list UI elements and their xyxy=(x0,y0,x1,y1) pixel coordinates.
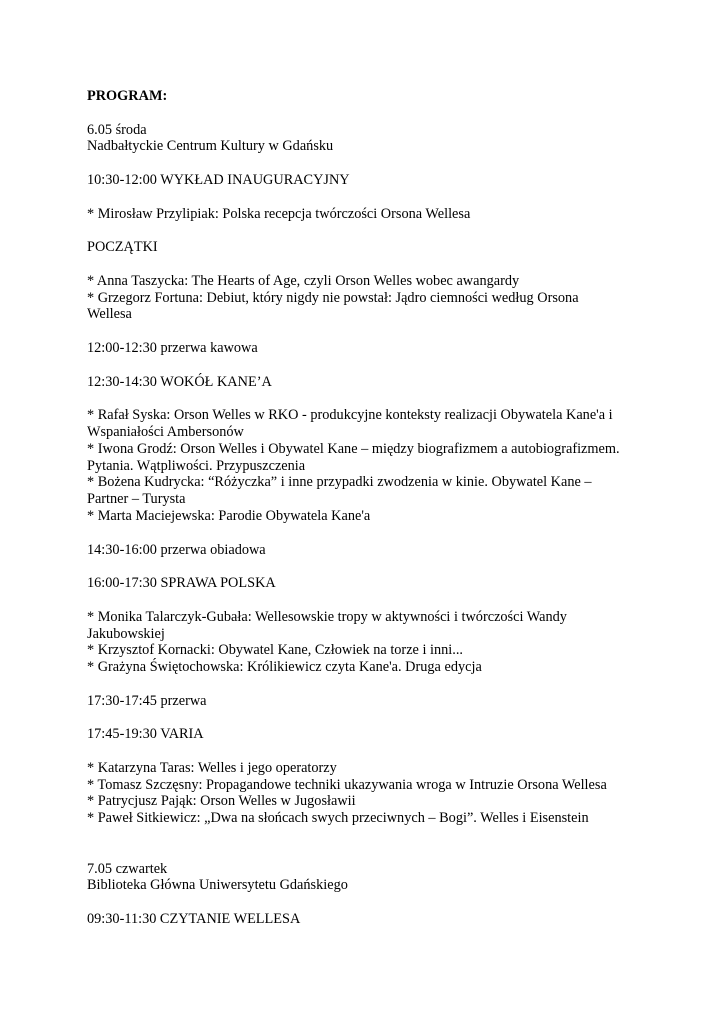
break-entry: 17:30-17:45 przerwa xyxy=(87,692,207,709)
list-item: * Patrycjusz Pająk: Orson Welles w Jugosławii xyxy=(87,793,356,810)
break-entry: 12:00-12:30 przerwa kawowa xyxy=(87,339,258,356)
list-item: * Krzysztof Kornacki: Obywatel Kane, Człowiek na torze i inni... xyxy=(87,642,463,659)
list-item-continuation: Wspaniałości Ambersonów xyxy=(87,423,244,440)
program-heading: PROGRAM: xyxy=(87,88,168,104)
list-item: * Tomasz Szczęsny: Propagandowe techniki ukazywania wroga w Intruzie Orsona Wellesa xyxy=(87,776,607,793)
list-item: * Mirosław Przylipiak: Polska recepcja twórczości Orsona Wellesa xyxy=(87,205,471,222)
session-title: 17:45-19:30 VARIA xyxy=(87,726,204,743)
list-item: * Grzegorz Fortuna: Debiut, który nigdy nie powstał: Jądro ciemności według Orsona xyxy=(87,289,579,306)
day2-date: 7.05 czwartek xyxy=(87,860,168,877)
list-item: * Bożena Kudrycka: “Różyczka” i inne przypadki zwodzenia w kinie. Obywatel Kane – xyxy=(87,474,592,491)
day2-venue: Biblioteka Główna Uniwersytetu Gdańskiego xyxy=(87,877,348,894)
list-item-continuation: Jakubowskiej xyxy=(87,625,165,642)
list-item-continuation: Pytania. Wątpliwości. Przypuszczenia xyxy=(87,457,306,474)
session-title: 16:00-17:30 SPRAWA POLSKA xyxy=(87,575,276,592)
list-item: * Grażyna Świętochowska: Królikiewicz czyta Kane'a. Druga edycja xyxy=(87,659,482,676)
list-item-continuation: Wellesa xyxy=(87,306,132,323)
list-item-continuation: Partner – Turysta xyxy=(87,491,186,508)
session-title: 09:30-11:30 CZYTANIE WELLESA xyxy=(87,911,301,928)
day1-date: 6.05 środa xyxy=(87,121,147,138)
break-entry: 14:30-16:00 przerwa obiadowa xyxy=(87,541,266,558)
list-item: * Iwona Grodź: Orson Welles i Obywatel Kane – między biografizmem a autobiografizmem. xyxy=(87,440,620,457)
session-title: 10:30-12:00 WYKŁAD INAUGURACYJNY xyxy=(87,171,350,188)
day1-venue: Nadbałtyckie Centrum Kultury w Gdańsku xyxy=(87,138,334,155)
document-page xyxy=(87,88,687,928)
session-title: POCZĄTKI xyxy=(87,239,158,256)
list-item: * Rafał Syska: Orson Welles w RKO - produkcyjne konteksty realizacji Obywatela Kane'a i xyxy=(87,407,613,424)
list-item: * Monika Talarczyk-Gubała: Wellesowskie tropy w aktywności i twórczości Wandy xyxy=(87,608,567,625)
list-item: * Paweł Sitkiewicz: „Dwa na słońcach swych przeciwnych – Bogi”. Welles i Eisenstein xyxy=(87,810,589,827)
session-title: 12:30-14:30 WOKÓŁ KANE’A xyxy=(87,373,272,390)
list-item: * Katarzyna Taras: Welles i jego operatorzy xyxy=(87,759,337,776)
list-item: * Anna Taszycka: The Hearts of Age, czyli Orson Welles wobec awangardy xyxy=(87,272,520,289)
list-item: * Marta Maciejewska: Parodie Obywatela Kane'a xyxy=(87,507,371,524)
